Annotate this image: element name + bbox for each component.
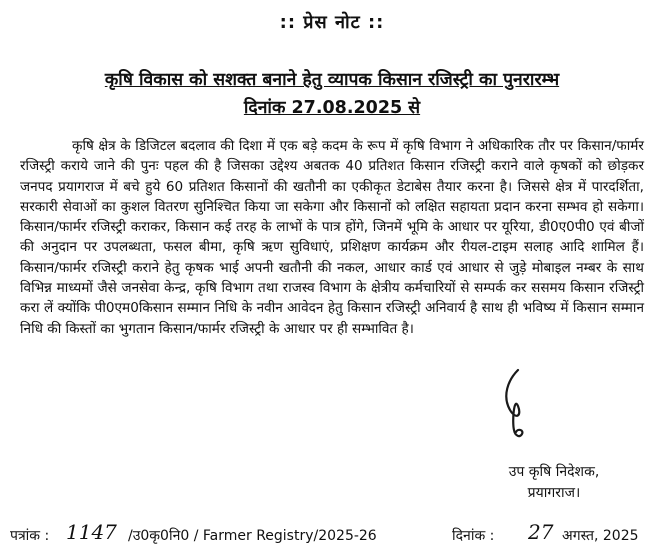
document-title (20, 66, 644, 122)
patrank-number: 1147 (66, 520, 117, 544)
body-paragraph: कृषि क्षेत्र के डिजिटल बदलाव की दिशा में एक बड़े कदम के रूप में कृषि विभाग ने अधिकारिक तौर पर किसान/फार्मर रजिस्ट्री कराये जाने की पुनः पहल की है जिसका उद्देश्य अबतक 40 प्रतिशत किसान रजिस्ट्री कराने वाले कृषकों को छोड़कर जनपद प्रयागराज में बचे हुये 60 प्रतिशत किसानों की खतौनी का एकीकृत डेटाबेस तैयार करना है। जिससे क्षेत्र में पारदर्शिता, सरकारी सेवाओं का कुशल वितरण सुनिश्चित किया जा सकेगा और किसानों को लक्षित सहायता प्रदान करना सम्भव हो सकेगा। किसान/फार्मर रजिस्ट्री कराकर, किसान कई तरह के लाभों के पात्र होंगे, जिनमें भूमि के आधार पर यूरिया, डी0ए0पी0 एवं बीजों की अनुदान पर उपलब्धता, फसल बीमा, कृषि ऋण सुविधाएं, प्रशिक्षण कार्यक्रम और रीयल-टाइम सलाह आदि शामिल हैं। किसान/फार्मर रजिस्ट्री कराने हेतु कृषक भाई अपनी खतौनी की नकल, आधार कार्ड एवं आधार से जुड़े मोबाइल नम्बर के साथ विभिन्न माध्यमों जैसे जनसेवा केन्द्र, कृषि विभाग तथा राजस्व विभाग के क्षेत्रीय कर्मचारियों से सम्पर्क कर ससमय किसान रजिस्ट्री करा लें क्योंकि पी0एम0किसान सम्मान निधि के नवीन आवेदन हेतु किसान रजिस्ट्री अनिवार्य है साथ ही भविष्य में किसान सम्मान निधि की किस्तों का भुगतान किसान/फार्मर रजिस्ट्री के आधार पर ही सम्भावित है। (20, 138, 644, 337)
signatory-designation: उप कृषि निदेशक, (508, 464, 600, 480)
handwritten-signature (488, 366, 548, 446)
press-note-heading: :: प्रेस नोट :: (279, 12, 385, 33)
signatory-place: प्रयागराज। (527, 485, 581, 501)
title-line-2: दिनांक 27.08.2025 से (243, 98, 421, 118)
title-line-1: कृषि विकास को सशक्त बनाने हेतु व्यापक किसान रजिस्ट्री का पुनरारम्भ (104, 70, 560, 90)
reference-code: /उ0कृ0नि0 / Farmer Registry/2025-26 (128, 528, 377, 544)
reference-footer (10, 522, 654, 552)
date-day: 27 (528, 520, 554, 544)
date-label: दिनांक : (452, 528, 495, 544)
signatory-block (474, 462, 634, 504)
patrank-label: पत्रांक : (10, 528, 50, 544)
date-month-year: अगस्त, 2025 (562, 528, 639, 544)
